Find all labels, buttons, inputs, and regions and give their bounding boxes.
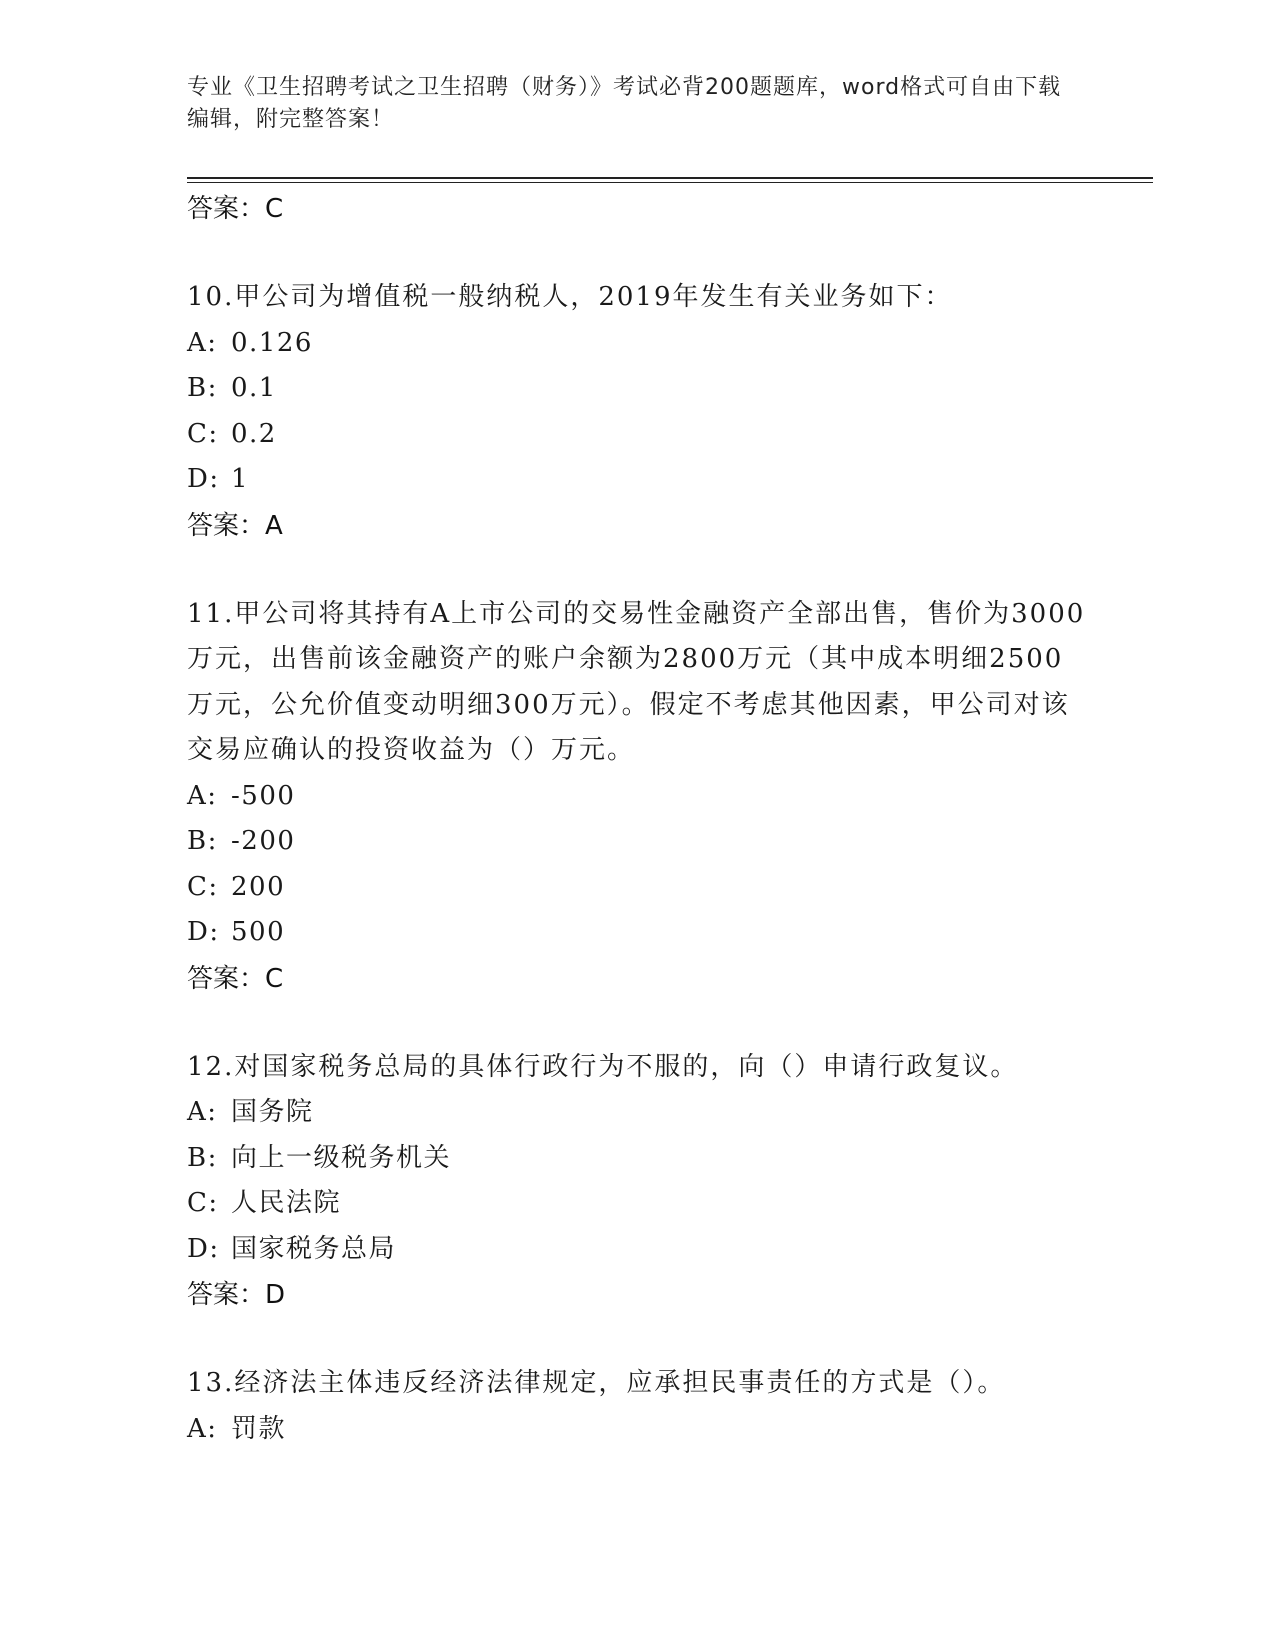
- option-text: 0.2: [231, 418, 277, 449]
- option-d: [187, 1227, 1087, 1273]
- option-label: B:: [187, 1142, 218, 1173]
- question-13: [187, 1361, 1087, 1452]
- header-rule-thick: [187, 177, 1153, 179]
- question-text: 13.经济法主体违反经济法律规定，应承担民事责任的方式是（）。: [187, 1368, 1006, 1398]
- option-a: [187, 321, 1087, 367]
- spacer: [187, 1318, 1087, 1361]
- option-label: C:: [187, 871, 219, 902]
- answer-line: 答案：C: [187, 963, 284, 994]
- option-label: C:: [187, 1188, 219, 1218]
- option-text: 500: [231, 917, 286, 947]
- option-text: 国务院: [231, 1097, 314, 1127]
- option-d: [187, 457, 1087, 503]
- option-text: 人民法院: [231, 1188, 342, 1218]
- option-text: 1: [231, 464, 250, 494]
- option-text: 0.1: [231, 373, 277, 403]
- spacer: [187, 1002, 1087, 1045]
- option-label: B:: [187, 373, 218, 403]
- answer-line: 答案：C: [187, 194, 284, 224]
- option-b: [187, 1136, 1087, 1182]
- option-label: A:: [187, 780, 218, 811]
- option-c: [187, 1181, 1087, 1227]
- option-text: 罚款: [231, 1413, 287, 1444]
- option-text: 200: [231, 871, 286, 902]
- option-text: -200: [231, 826, 296, 856]
- option-text: 向上一级税务机关: [231, 1142, 452, 1173]
- question-10: [187, 275, 1087, 549]
- option-text: 0.126: [231, 327, 313, 358]
- option-b: [187, 366, 1087, 412]
- option-b: [187, 819, 1087, 865]
- option-label: D:: [187, 917, 220, 947]
- question-text: 11.甲公司将其持有A上市公司的交易性金融资产全部出售，售价为3000万元，出售前该金融资产的账户余额为2800万元（其中成本明细2500万元，公允价值变动明细300万元）。假定不考虑其他因素，甲公司对该交易应确认的投资收益为（）万元。: [187, 598, 1086, 765]
- answer-line: 答案：A: [187, 510, 283, 541]
- question-text: 10.甲公司为增值税一般纳税人，2019年发生有关业务如下：: [187, 282, 953, 312]
- option-label: D:: [187, 464, 220, 494]
- spacer: [187, 549, 1087, 592]
- question-text: 12.对国家税务总局的具体行政行为不服的，向（）申请行政复议。: [187, 1051, 1019, 1082]
- question-12: [187, 1045, 1087, 1319]
- question-list: [187, 186, 1087, 1452]
- option-a: [187, 774, 1087, 820]
- question-11: [187, 592, 1087, 1002]
- answer-line: 答案：D: [187, 1280, 286, 1310]
- document-header: 专业《卫生招聘考试之卫生招聘（财务）》考试必背200题题库，word格式可自由下载编辑，附完整答案！: [187, 75, 1062, 132]
- spacer: [187, 232, 1087, 275]
- option-label: B:: [187, 826, 218, 856]
- option-a: [187, 1407, 1087, 1453]
- option-label: A:: [187, 327, 218, 358]
- option-text: 国家税务总局: [231, 1233, 397, 1264]
- option-label: D:: [187, 1233, 220, 1264]
- option-label: A:: [187, 1413, 218, 1444]
- option-d: [187, 910, 1087, 956]
- option-c: [187, 865, 1087, 911]
- header-rule-thin: [187, 182, 1153, 183]
- option-label: A:: [187, 1097, 218, 1127]
- option-c: [187, 412, 1087, 458]
- option-text: -500: [231, 780, 296, 811]
- option-label: C:: [187, 418, 219, 449]
- option-a: [187, 1090, 1087, 1136]
